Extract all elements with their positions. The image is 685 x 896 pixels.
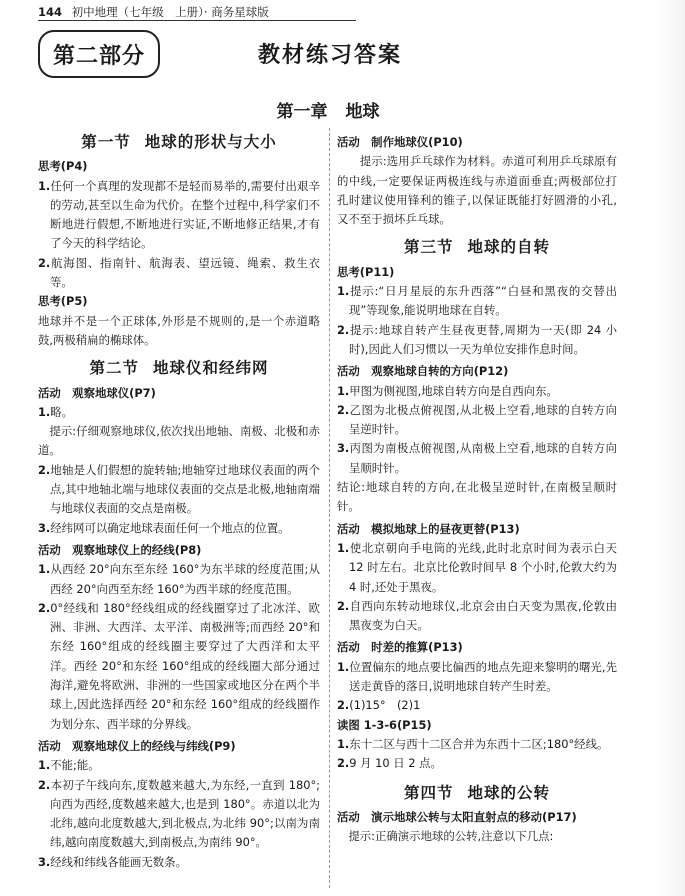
item-number: 1. bbox=[337, 659, 350, 674]
left-column bbox=[38, 128, 320, 872]
answer-item bbox=[38, 776, 320, 853]
item-number: 1. bbox=[38, 758, 51, 773]
item-text: 乙图为北极点俯视图,从北极上空看,地球的自转方向呈逆时针。 bbox=[349, 402, 617, 437]
read-figure-label: 读图 1-3-6(P15) bbox=[337, 717, 432, 732]
section-number: 第二节 bbox=[89, 359, 139, 378]
activity-label: 活动 演示地球公转与太阳直射点的移动(P17) bbox=[337, 809, 577, 824]
item-number: 1. bbox=[38, 178, 51, 193]
item-text: 略。 bbox=[50, 404, 74, 419]
answer-item bbox=[38, 560, 320, 599]
header-rule bbox=[38, 20, 356, 21]
section-number: 第一节 bbox=[81, 133, 131, 151]
item-number: 1. bbox=[337, 383, 350, 398]
answer-item bbox=[38, 519, 320, 538]
item-text: 提示:地球自转产生昼夜更替,周期为一天(即 24 小时),因此人们习惯以一天为单位安排作息时间。 bbox=[349, 322, 617, 356]
item-text: 使北京朝向手电筒的光线,此时北京时间为表示白天 12 时左右。北京比伦敦时间早 8 个小时,伦敦大约为 4 时,还处于黑夜。 bbox=[349, 540, 617, 594]
activity-label: 活动 观察地球仪上的经线与纬线(P9) bbox=[38, 738, 236, 753]
think-label: 思考(P4) bbox=[38, 159, 88, 174]
activity-label: 活动 制作地球仪(P10) bbox=[337, 135, 463, 149]
item-text: 9 月 10 日 2 点。 bbox=[349, 756, 442, 771]
activity-label: 活动 观察地球仪上的经线(P8) bbox=[38, 542, 202, 557]
item-text: 不能;能。 bbox=[50, 758, 100, 773]
item-text: 甲图为侧视图,地球自转方向是自西向东。 bbox=[349, 383, 558, 398]
part-label: 第二部分 bbox=[52, 43, 145, 69]
section-heading bbox=[38, 359, 320, 378]
activity-label: 活动 观察地球自转的方向(P12) bbox=[337, 364, 509, 379]
answer-item bbox=[337, 439, 617, 478]
item-number: 1. bbox=[38, 562, 51, 577]
answer-item bbox=[38, 254, 320, 293]
section-title: 地球的公转 bbox=[467, 783, 551, 802]
item-text: 本初子午线向东,度数越来越大,为东经,一直到 180°;向西为西经,度数越来越大,也是到 180°。赤道以北为北纬,越向北度数越大,到北极点,为北纬 90°;以南为南纬,越向南度数越大,到南极点,为南纬 90°。 bbox=[50, 777, 320, 850]
answer-item bbox=[337, 321, 617, 360]
tip-text: 提示:正确演示地球的公转,注意以下几点: bbox=[348, 829, 554, 844]
section-heading bbox=[38, 133, 320, 152]
page-number: 144 bbox=[38, 5, 63, 19]
answer-item bbox=[337, 658, 617, 697]
tip-text: 提示:选用乒乓球作为材料。赤道可利用乒乓球原有的中线,一定要保证两极连线与赤道面垂直;两极部位打孔时建议使用锋利的锥子,以保证既能打好圆滑的小孔,又不至于损坏乒乓球。 bbox=[337, 154, 617, 227]
section-number: 第三节 bbox=[403, 238, 454, 257]
page-title: 教材练习答案 bbox=[258, 43, 403, 68]
item-number: 2. bbox=[38, 600, 51, 615]
running-header bbox=[38, 4, 269, 20]
answer-item bbox=[337, 735, 617, 754]
item-text: 位置偏东的地点要比偏西的地点先迎来黎明的曙光,先送走黄昏的落日,说明地球自转产生时差。 bbox=[349, 659, 617, 694]
answer-item bbox=[337, 401, 617, 440]
item-text: 地轴是人们假想的旋转轴;地轴穿过地球仪表面的两个点,其中地轴北端与地球仪表面的交点是北极,地轴南端与地球仪表面的交点是南极。 bbox=[50, 462, 320, 516]
answer-item bbox=[38, 403, 320, 422]
activity-label: 活动 时差的推算(P13) bbox=[337, 640, 463, 655]
answer-item bbox=[337, 597, 617, 636]
answer-item bbox=[38, 599, 320, 734]
item-text: 丙图为南极点俯视图,从南极上空看,地球的自转方向呈顺时针。 bbox=[349, 441, 617, 475]
section-heading bbox=[337, 784, 617, 803]
section-title: 地球的自转 bbox=[467, 238, 551, 257]
answer-item bbox=[337, 382, 617, 401]
section-heading bbox=[337, 238, 617, 257]
item-number: 2. bbox=[337, 756, 350, 771]
answer-item bbox=[337, 754, 617, 773]
item-number: 3. bbox=[337, 441, 350, 456]
answer-item bbox=[38, 756, 320, 775]
item-number: 2. bbox=[337, 598, 350, 613]
answer-item bbox=[337, 282, 617, 321]
item-text: 任何一个真理的发现都不是轻而易举的,需要付出艰辛的劳动,甚至以生命为代价。在整个过程中,科学家们不断地进行假想,不断地进行实证,不断地修正结果,才有了今天的科学结论。 bbox=[50, 178, 320, 251]
tip-text: 提示:仔细观察地球仪,依次找出地轴、南极、北极和赤道。 bbox=[38, 424, 320, 458]
item-number: 1. bbox=[337, 284, 350, 299]
item-number: 2. bbox=[38, 255, 51, 270]
item-number: 1. bbox=[337, 736, 350, 751]
item-text: 经纬网可以确定地球表面任何一个地点的位置。 bbox=[50, 520, 290, 535]
item-number: 3. bbox=[38, 854, 51, 869]
item-text: 航海图、指南针、航海表、望远镜、绳索、救生衣等。 bbox=[50, 255, 320, 290]
item-number: 2. bbox=[337, 322, 350, 337]
item-number: 2. bbox=[337, 698, 350, 713]
item-text: 0°经线和 180°经线组成的经线圈穿过了北冰洋、欧洲、非洲、大西洋、太平洋、南极洲等;而西经 20°和东经 160°组成的经线圈主要穿过了大西洋和太平洋。西经 20°和东经 160°组成的经线圈大部分通过海洋,避免将欧洲、非洲的一些国家或地区分在两个半球上,因此选择西经 20°和东经 160°组成的经线圈作为划分东、西半球的分界线。 bbox=[50, 600, 320, 731]
item-text: 东十二区与西十二区合并为东西十二区;180°经线。 bbox=[349, 736, 609, 751]
think-label: 思考(P11) bbox=[337, 264, 395, 279]
item-number: 2. bbox=[38, 462, 51, 477]
item-number: 1. bbox=[337, 540, 350, 555]
item-text: 提示:“日月星辰的东升西落”“白昼和黑夜的交替出现”等现象,能说明地球在自转。 bbox=[349, 284, 617, 318]
answer-item bbox=[38, 177, 320, 254]
column-divider bbox=[329, 128, 330, 888]
section-title: 地球仪和经纬网 bbox=[153, 359, 269, 378]
answer-item bbox=[337, 696, 617, 715]
right-column bbox=[337, 128, 617, 846]
section-number: 第四节 bbox=[403, 783, 454, 802]
item-number: 3. bbox=[38, 520, 51, 535]
item-number: 1. bbox=[38, 404, 51, 419]
item-number: 2. bbox=[38, 777, 51, 792]
answer-item bbox=[38, 853, 320, 872]
think-label: 思考(P5) bbox=[38, 294, 88, 309]
item-number: 2. bbox=[337, 402, 350, 417]
book-title: 初中地理（七年级 上册）· 商务星球版 bbox=[71, 5, 269, 19]
item-text: 从西经 20°向东至东经 160°为东半球的经度范围;从西经 20°向西至东经 160°为西半球的经度范围。 bbox=[50, 562, 320, 596]
item-text: 自西向东转动地球仪,北京会由白天变为黑夜,伦敦由黑夜变为白天。 bbox=[349, 598, 617, 633]
answer-paragraph: 地球并不是一个正球体,外形是不规则的,是一个赤道略鼓,两极稍扁的椭球体。 bbox=[38, 313, 320, 347]
item-text: (1)15° (2)1 bbox=[349, 698, 421, 713]
conclusion-text: 结论:地球自转的方向,在北极呈逆时针,在南极呈顺时针。 bbox=[337, 480, 617, 514]
item-text: 经线和纬线各能画无数条。 bbox=[50, 854, 187, 869]
activity-label: 活动 观察地球仪(P7) bbox=[38, 385, 156, 400]
section-title: 地球的形状与大小 bbox=[144, 133, 277, 151]
chapter-heading bbox=[0, 97, 656, 122]
part-label-box bbox=[38, 30, 160, 78]
activity-label: 活动 模拟地球上的昼夜更替(P13) bbox=[337, 521, 520, 536]
answer-item bbox=[337, 539, 617, 597]
page-edge-shade bbox=[657, 0, 685, 896]
chapter-title: 地球 bbox=[345, 102, 380, 122]
chapter-number: 第一章 bbox=[276, 102, 328, 122]
answer-item bbox=[38, 461, 320, 519]
